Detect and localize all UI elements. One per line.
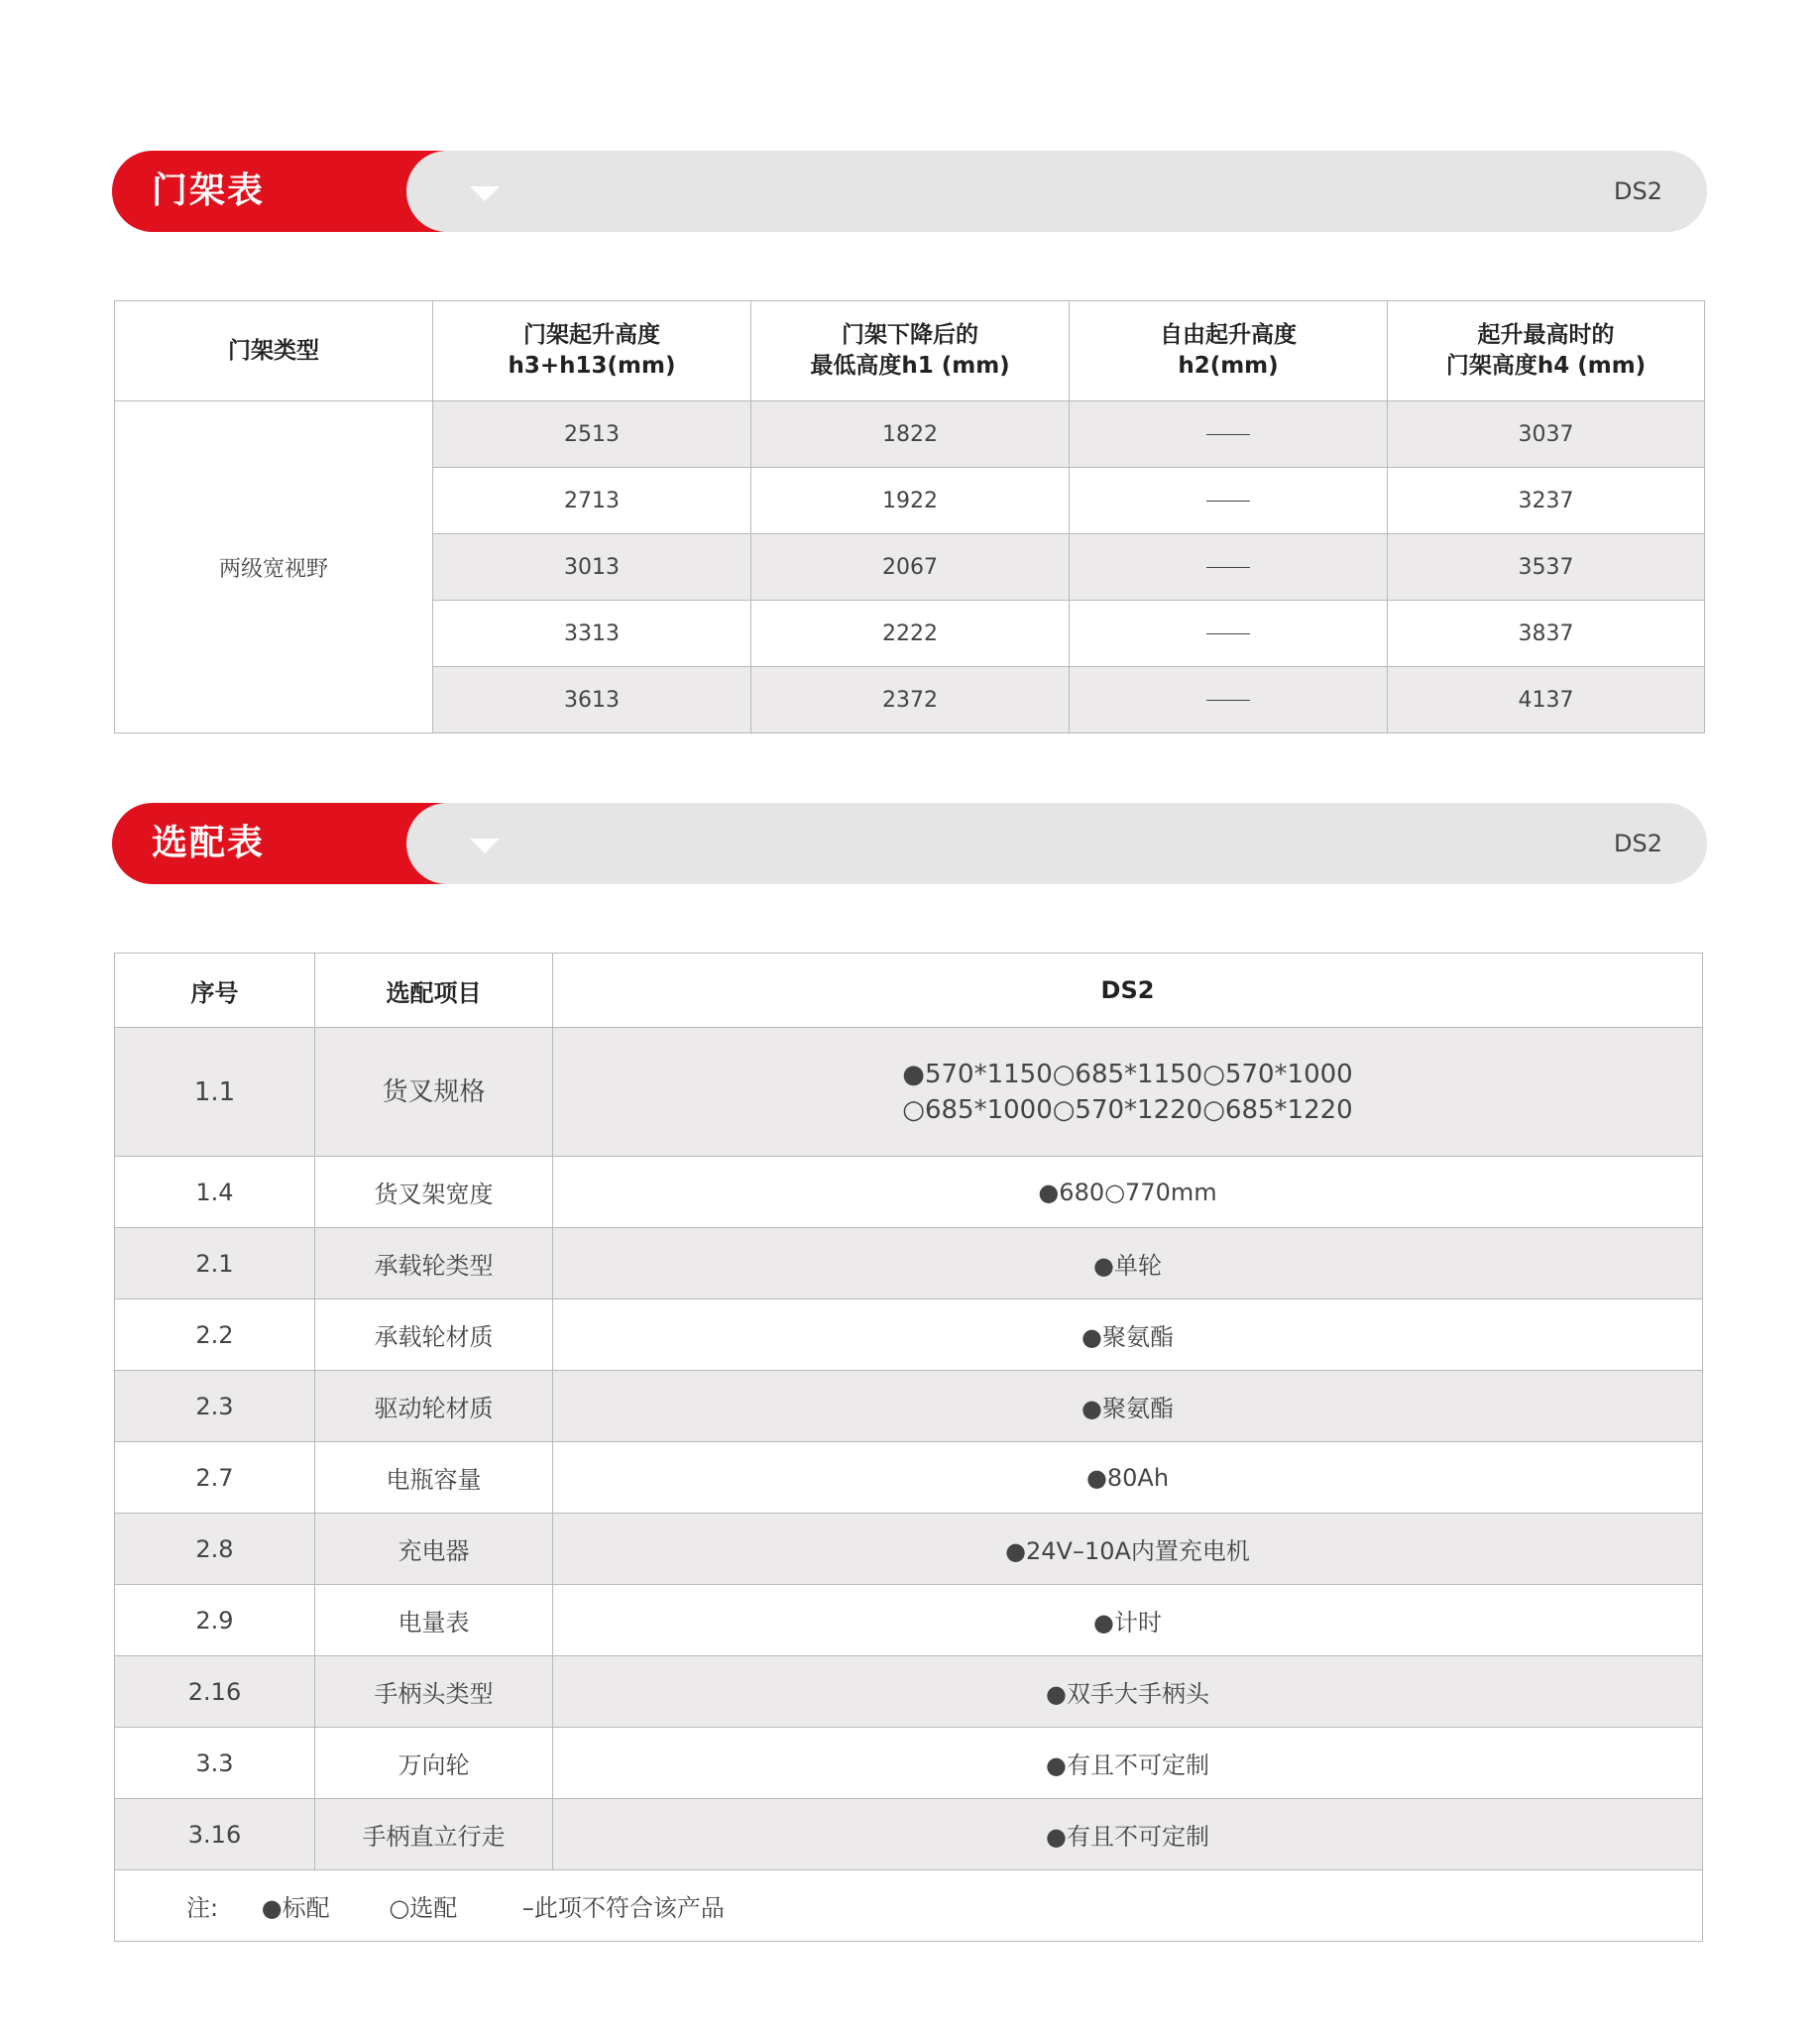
header-max-height: 起升最高时的 门架高度h4 (mm) [1388, 301, 1705, 401]
lowered-cell: 2222 [751, 601, 1070, 667]
model-label: DS2 [1614, 830, 1662, 857]
item-cell: 手柄直立行走 [315, 1799, 553, 1870]
table-row [115, 1799, 1703, 1870]
dash-mark [1206, 567, 1250, 569]
item-cell: 电瓶容量 [315, 1442, 553, 1514]
dash-mark [1206, 633, 1250, 635]
max-height-cell: 4137 [1388, 667, 1705, 733]
mast-table [114, 300, 1705, 733]
value-cell: ●聚氨酯 [553, 1299, 1703, 1371]
no-cell: 2.3 [115, 1371, 315, 1442]
value-cell: ●计时 [553, 1585, 1703, 1656]
table-row [115, 1514, 1703, 1585]
lowered-cell: 2067 [751, 534, 1070, 601]
no-cell: 1.1 [115, 1028, 315, 1157]
header-model: DS2 [553, 954, 1703, 1028]
max-height-cell: 3037 [1388, 401, 1705, 468]
free-lift-cell [1070, 667, 1388, 733]
lowered-cell: 1822 [751, 401, 1070, 468]
value-cell: ●680○770mm [553, 1157, 1703, 1228]
legend [115, 1888, 1702, 1923]
lift-cell: 2513 [433, 401, 751, 468]
lift-cell: 3613 [433, 667, 751, 733]
legend-cell [115, 1870, 1703, 1942]
table-row [115, 1656, 1703, 1728]
table-header-row [115, 301, 1705, 401]
value-cell: ●24V–10A内置充电机 [553, 1514, 1703, 1585]
no-cell: 2.1 [115, 1228, 315, 1299]
item-cell: 充电器 [315, 1514, 553, 1585]
model-label: DS2 [1614, 177, 1662, 205]
value-cell: ●双手大手柄头 [553, 1656, 1703, 1728]
no-cell: 1.4 [115, 1157, 315, 1228]
value-cell: ●570*1150○685*1150○570*1000 ○685*1000○570*1220○685*1220 [553, 1028, 1703, 1157]
table-row [115, 1585, 1703, 1656]
options-table-banner [112, 803, 1707, 884]
max-height-cell: 3237 [1388, 468, 1705, 534]
table-row [115, 1228, 1703, 1299]
no-cell: 2.8 [115, 1514, 315, 1585]
dash-mark [1206, 501, 1250, 503]
legend-standard: ●标配 [261, 1894, 330, 1922]
lift-cell: 3313 [433, 601, 751, 667]
section-title: 选配表 [152, 823, 266, 863]
options-table [114, 953, 1703, 1942]
table-row [115, 1299, 1703, 1371]
no-cell: 3.3 [115, 1728, 315, 1799]
free-lift-cell [1070, 601, 1388, 667]
legend-not-applicable: –此项不符合该产品 [521, 1894, 725, 1922]
item-cell: 万向轮 [315, 1728, 553, 1799]
no-cell: 2.9 [115, 1585, 315, 1656]
table-row [115, 1157, 1703, 1228]
no-cell: 3.16 [115, 1799, 315, 1870]
no-cell: 2.16 [115, 1656, 315, 1728]
table-row [115, 1442, 1703, 1514]
lift-cell: 3013 [433, 534, 751, 601]
item-cell: 电量表 [315, 1585, 553, 1656]
chevron-down-icon[interactable] [470, 186, 500, 201]
value-cell: ●聚氨酯 [553, 1371, 1703, 1442]
dash-mark [1206, 434, 1250, 436]
value-cell: ●有且不可定制 [553, 1799, 1703, 1870]
item-cell: 承载轮类型 [315, 1228, 553, 1299]
table-row [115, 1371, 1703, 1442]
mast-type-cell: 两级宽视野 [115, 401, 433, 733]
header-lowered-height: 门架下降后的 最低高度h1 (mm) [751, 301, 1070, 401]
header-mast-type: 门架类型 [115, 301, 433, 401]
free-lift-cell [1070, 401, 1388, 468]
lift-cell: 2713 [433, 468, 751, 534]
header-no: 序号 [115, 954, 315, 1028]
item-cell: 承载轮材质 [315, 1299, 553, 1371]
lowered-cell: 1922 [751, 468, 1070, 534]
header-lift-height: 门架起升高度 h3+h13(mm) [433, 301, 751, 401]
header-item: 选配项目 [315, 954, 553, 1028]
legend-label: 注: [186, 1894, 219, 1922]
no-cell: 2.7 [115, 1442, 315, 1514]
item-cell: 货叉架宽度 [315, 1157, 553, 1228]
table-row [115, 1728, 1703, 1799]
free-lift-cell [1070, 534, 1388, 601]
value-cell: ●单轮 [553, 1228, 1703, 1299]
table-row [115, 401, 1705, 468]
item-cell: 货叉规格 [315, 1028, 553, 1157]
table-header-row [115, 954, 1703, 1028]
value-cell: ●有且不可定制 [553, 1728, 1703, 1799]
header-free-lift: 自由起升高度 h2(mm) [1070, 301, 1388, 401]
value-cell: ●80Ah [553, 1442, 1703, 1514]
legend-row [115, 1870, 1703, 1942]
dash-mark [1206, 700, 1250, 702]
legend-optional: ○选配 [389, 1894, 458, 1922]
max-height-cell: 3837 [1388, 601, 1705, 667]
max-height-cell: 3537 [1388, 534, 1705, 601]
section-title: 门架表 [152, 170, 266, 211]
free-lift-cell [1070, 468, 1388, 534]
mast-table-banner [112, 151, 1707, 232]
table-row [115, 1028, 1703, 1157]
no-cell: 2.2 [115, 1299, 315, 1371]
chevron-down-icon[interactable] [470, 839, 500, 853]
item-cell: 手柄头类型 [315, 1656, 553, 1728]
lowered-cell: 2372 [751, 667, 1070, 733]
item-cell: 驱动轮材质 [315, 1371, 553, 1442]
